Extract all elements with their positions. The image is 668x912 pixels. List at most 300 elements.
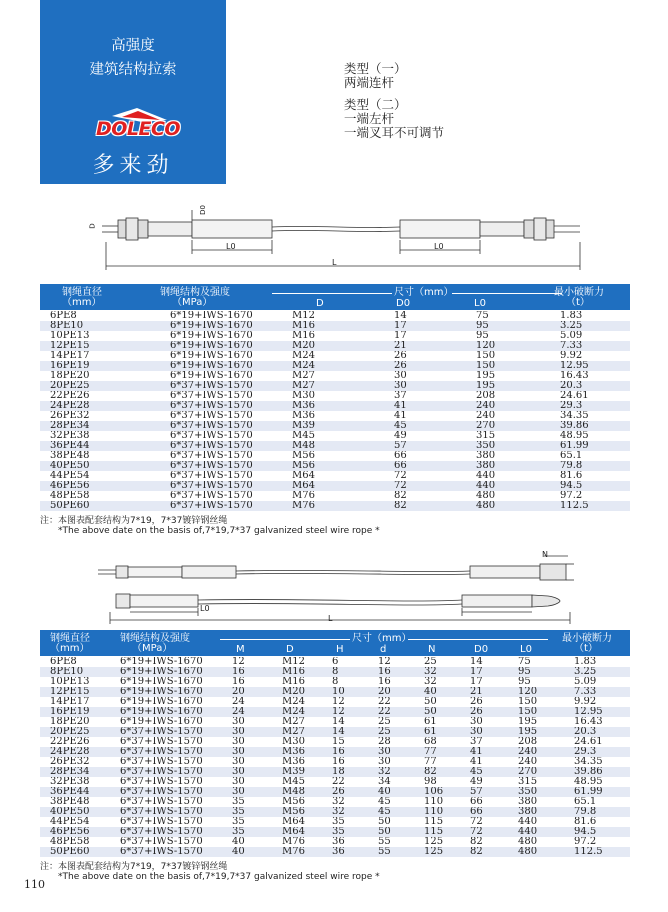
type-descriptions [344, 62, 444, 140]
table-cell: 30 [228, 727, 280, 737]
t2-header-n: N [428, 644, 436, 655]
table-cell: 28PE34 [40, 767, 112, 777]
table-cell: 10PE13 [50, 677, 90, 687]
t2-header-structure-unit: （MPa） [132, 643, 173, 654]
table-cell: 25 [378, 717, 391, 727]
table-cell: M24 [292, 361, 394, 371]
table-cell: 18 [328, 767, 376, 777]
table-cell: 6*19+IWS-1670 [120, 657, 203, 667]
table-cell: 36 [332, 837, 345, 847]
table-cell: 68 [424, 737, 437, 747]
dim-l0-label-2: L0 [200, 604, 210, 613]
table-cell: 110 [420, 807, 468, 817]
table-cell: 6*37+IWS-1570 [170, 391, 253, 401]
table-cell: 49 [470, 777, 483, 787]
table-cell: 12 [328, 707, 376, 717]
table-cell: M24 [292, 351, 315, 361]
diagram-type1 [88, 196, 608, 276]
table-cell: M36 [282, 757, 305, 767]
table-cell: 82 [470, 837, 483, 847]
table-cell: 125 [420, 847, 468, 857]
table-cell: 12.95 [550, 361, 630, 371]
table-row [40, 717, 630, 727]
table-row [40, 501, 630, 511]
table-cell: 195 [518, 717, 538, 727]
table-cell: M20 [280, 687, 328, 697]
table-cell: M16 [292, 331, 315, 341]
table-cell: 350 [514, 787, 568, 797]
table-cell: M24 [282, 697, 305, 707]
table-cell: 315 [476, 431, 496, 441]
table-cell: 17 [470, 677, 483, 687]
table-row [40, 331, 630, 341]
table-cell: 82 [468, 847, 514, 857]
dim-d0-label: D0 [198, 205, 207, 215]
spec-table-1 [40, 311, 630, 511]
table-cell: 380 [518, 797, 538, 807]
title-line-2: 建筑结构拉索 [89, 62, 177, 78]
table-cell: 30 [228, 747, 280, 757]
table-cell: 17 [468, 667, 514, 677]
type2-label: 类型（二） [344, 97, 407, 112]
table-cell: M27 [292, 381, 394, 391]
table-row [40, 491, 630, 501]
table-cell: 16 [376, 667, 420, 677]
table-cell: 380 [476, 451, 496, 461]
table-cell: 240 [514, 747, 568, 757]
table-row [40, 747, 630, 757]
table-cell: 75 [476, 311, 489, 321]
table-cell: 50 [376, 827, 420, 837]
table-cell: 195 [476, 371, 496, 381]
t2-header-d0: D0 [474, 644, 489, 655]
t2-header-d: D [286, 644, 294, 655]
table-cell: 7.33 [550, 341, 630, 351]
table-cell: 95 [476, 331, 489, 341]
table-cell: M45 [292, 431, 315, 441]
table-cell: 72 [470, 817, 483, 827]
table-cell: M64 [292, 471, 315, 481]
table-cell: M56 [282, 797, 305, 807]
table-cell: 6*19+IWS-1670 [170, 311, 253, 321]
table-cell: 30 [376, 747, 420, 757]
table-cell: 6*19+IWS-1670 [170, 331, 253, 341]
table-cell: 480 [518, 837, 538, 847]
table-cell: 61.99 [550, 441, 630, 451]
dim-n-label: N [542, 550, 548, 559]
table-cell: 28 [378, 737, 391, 747]
table-row [40, 737, 630, 747]
table-cell: 95 [518, 677, 531, 687]
table-cell: M76 [292, 501, 394, 511]
table-cell: 6*19+IWS-1670 [140, 321, 292, 331]
table-cell: 45 [394, 421, 476, 431]
table-cell: M36 [292, 401, 394, 411]
table-cell: 40PE50 [40, 461, 140, 471]
table-cell: 45 [376, 807, 420, 817]
t1-header-structure-unit: （MPa） [172, 297, 213, 308]
table-cell: 6*19+IWS-1670 [120, 697, 203, 707]
table-row [40, 421, 630, 431]
table-cell: 6*37+IWS-1570 [140, 381, 292, 391]
table-cell: 37 [394, 391, 407, 401]
table-cell: M27 [282, 717, 305, 727]
dim-l-label: L [332, 258, 337, 267]
table-cell: 6*37+IWS-1570 [170, 491, 253, 501]
table-cell: M76 [292, 491, 315, 501]
table-cell: 6*37+IWS-1570 [112, 827, 228, 837]
table-cell: 39.86 [568, 767, 630, 777]
table-cell: 22PE26 [50, 737, 90, 747]
table-cell: 40PE50 [40, 807, 112, 817]
table-cell: 106 [420, 787, 468, 797]
table-cell: 97.2 [574, 837, 597, 847]
table-cell: 66 [468, 807, 514, 817]
table-cell: 20PE25 [40, 381, 140, 391]
table-cell: 18PE20 [50, 371, 90, 381]
table-cell: M76 [282, 837, 305, 847]
table-row [40, 817, 630, 827]
table-cell: 26 [468, 707, 514, 717]
table-cell: M39 [280, 767, 328, 777]
table-cell: M45 [282, 777, 305, 787]
table-cell: M56 [280, 807, 328, 817]
table-cell: 40 [420, 687, 468, 697]
table-cell: 12 [378, 657, 391, 667]
table-row [40, 441, 630, 451]
t1-header-l0: L0 [474, 298, 486, 309]
table-cell: 35 [232, 817, 245, 827]
page-number: 110 [24, 878, 45, 891]
table-cell: 112.5 [550, 501, 630, 511]
table-cell: 36PE44 [40, 787, 112, 797]
table-cell: 6*37+IWS-1570 [170, 431, 253, 441]
t1-header-diameter: 钢绳直径 [62, 287, 102, 298]
table-cell: 41 [394, 401, 476, 411]
table-row [40, 321, 630, 331]
table-cell: 38PE48 [50, 797, 90, 807]
t1-header-breaking-unit: （t） [566, 297, 590, 308]
table-cell: 45 [378, 797, 391, 807]
table-cell: 21 [468, 687, 514, 697]
table-cell: 16PE19 [40, 361, 140, 371]
table-cell: M30 [292, 391, 315, 401]
table-row [40, 767, 630, 777]
brand-chinese-name: 多来劲 [92, 153, 174, 178]
type1-desc: 两端连杆 [344, 75, 395, 90]
table-cell: M48 [280, 787, 328, 797]
table-cell: M20 [292, 341, 394, 351]
table-cell: M76 [280, 847, 328, 857]
table-row [40, 757, 630, 767]
table-cell: 6*19+IWS-1670 [112, 707, 228, 717]
table-cell: 24PE28 [40, 747, 112, 757]
table-cell: 57 [468, 787, 514, 797]
table-cell: 77 [424, 757, 437, 767]
table-cell: M12 [282, 657, 305, 667]
table-cell: 480 [514, 847, 568, 857]
table-cell: 46PE56 [40, 827, 112, 837]
table-cell: M56 [292, 451, 315, 461]
table-cell: 6*37+IWS-1570 [140, 461, 292, 471]
table-cell: 32 [420, 667, 468, 677]
table-cell: 26 [394, 351, 407, 361]
table-cell: 440 [476, 481, 550, 491]
t1-header-breaking: 最小破断力 [554, 287, 604, 298]
table-cell: 17 [394, 321, 476, 331]
t2-header-structure: 钢绳结构及强度 [120, 633, 190, 644]
t1-header-d: D [316, 298, 324, 309]
table-cell: 40 [232, 837, 245, 847]
doleco-logo [82, 108, 192, 152]
table-row [40, 471, 630, 481]
table-cell: 35 [232, 797, 245, 807]
table-cell: 82 [394, 501, 476, 511]
table-cell: 30 [232, 717, 245, 727]
table-cell: 9.92 [560, 351, 583, 361]
t2-header-d-small: d [380, 644, 387, 655]
table-cell: 50 [378, 817, 391, 827]
table-cell: M30 [282, 737, 305, 747]
table-row [40, 481, 630, 491]
t2-header-breaking-unit: （t） [574, 643, 598, 654]
table-cell: 22PE26 [50, 391, 90, 401]
table-cell: 350 [476, 441, 550, 451]
table-cell: 112.5 [568, 847, 630, 857]
table-cell: 81.6 [560, 471, 583, 481]
table-cell: 44PE54 [50, 817, 90, 827]
table-cell: 5.09 [560, 331, 583, 341]
table-cell: 34 [378, 777, 391, 787]
table-row [40, 401, 630, 411]
table-cell: 61.99 [568, 787, 630, 797]
table-row [40, 687, 630, 697]
table-cell: 16.43 [574, 717, 603, 727]
t1-header-size-group: 尺寸（mm） [394, 287, 454, 298]
table-cell: 30 [228, 787, 280, 797]
table-cell: 16PE19 [40, 707, 112, 717]
title-line-1: 高强度 [111, 38, 155, 54]
table-cell: 32 [376, 767, 420, 777]
t2-header-diameter-unit: （mm） [50, 643, 90, 654]
table-row [40, 777, 630, 787]
table-cell: 95 [514, 667, 568, 677]
t2-header-l0: L0 [520, 644, 532, 655]
table-cell: 48PE58 [50, 491, 90, 501]
table-cell: 208 [518, 737, 538, 747]
table-cell: 12 [332, 697, 345, 707]
table-cell: 15 [332, 737, 345, 747]
table-cell: 6*37+IWS-1570 [140, 501, 292, 511]
table-cell: 6*37+IWS-1570 [112, 787, 228, 797]
table-cell: 195 [476, 381, 550, 391]
dim-l0-left-label: L0 [226, 242, 236, 251]
table-cell: 65.1 [574, 797, 597, 807]
table-cell: 240 [518, 757, 538, 767]
table-cell: 55 [376, 847, 420, 857]
table-cell: 79.8 [568, 807, 630, 817]
t1-header-structure: 钢绳结构及强度 [160, 287, 230, 298]
table-cell: 6*37+IWS-1570 [170, 411, 253, 421]
table-cell: 72 [468, 827, 514, 837]
table-row [40, 431, 630, 441]
table1-header [40, 284, 630, 310]
table-cell: M48 [292, 441, 394, 451]
table-cell: 50PE60 [40, 501, 140, 511]
table-cell: 6*37+IWS-1570 [140, 481, 292, 491]
spec-table-2 [40, 657, 630, 857]
table-cell: 28PE34 [40, 421, 140, 431]
t2-header-h: H [336, 644, 344, 655]
t2-header-diameter: 钢绳直径 [50, 633, 90, 644]
table-cell: 94.5 [568, 827, 630, 837]
table-cell: M16 [292, 321, 394, 331]
table-cell: 6*37+IWS-1570 [170, 451, 253, 461]
table-cell: 30 [394, 371, 407, 381]
table-cell: 25 [424, 657, 437, 667]
table-cell: 6*19+IWS-1670 [120, 717, 203, 727]
table-cell: 40 [228, 847, 280, 857]
table-cell: 30 [468, 727, 514, 737]
table-cell: 315 [518, 777, 538, 787]
table-cell: 32PE38 [50, 777, 90, 787]
table-cell: 20.3 [568, 727, 630, 737]
table-cell: 16 [228, 667, 280, 677]
table-cell: 6*37+IWS-1570 [112, 807, 228, 817]
table-cell: 240 [476, 411, 496, 421]
table-cell: M56 [292, 461, 394, 471]
table-cell: 66 [394, 451, 407, 461]
table-cell: 22 [332, 777, 345, 787]
table-cell: 150 [476, 361, 550, 371]
table-cell: 6*19+IWS-1670 [170, 371, 253, 381]
table-cell: 8 [328, 667, 376, 677]
dim-d-label: D [88, 223, 97, 229]
table-cell: 48.95 [560, 431, 589, 441]
table-cell: 38PE48 [50, 451, 90, 461]
table-cell: 6*19+IWS-1670 [120, 677, 203, 687]
table-cell: 50 [424, 697, 437, 707]
table-cell: 6*19+IWS-1670 [170, 351, 253, 361]
table-cell: 35 [228, 827, 280, 837]
t2-header-size-group: 尺寸（mm） [352, 633, 412, 644]
table-cell: 81.6 [574, 817, 597, 827]
table1-note-cn: 注：本图表配套结构为7*19，7*37镀锌钢丝绳 [40, 516, 228, 526]
table-cell: 94.5 [550, 481, 630, 491]
t2-header-m: M [236, 644, 245, 655]
table-row [40, 311, 630, 321]
table-row [40, 677, 630, 687]
table-cell: 480 [476, 491, 496, 501]
table-cell: 50 [420, 707, 468, 717]
table-cell: 380 [514, 807, 568, 817]
table-cell: 16 [328, 747, 376, 757]
table-cell: 36 [328, 847, 376, 857]
table-cell: 12PE15 [40, 687, 112, 697]
table-cell: 75 [518, 657, 531, 667]
table-row [40, 707, 630, 717]
table-cell: 24 [232, 697, 245, 707]
table-cell: 208 [476, 391, 496, 401]
table-cell: 440 [514, 827, 568, 837]
table-cell: 34.35 [560, 411, 589, 421]
table-cell: 6*19+IWS-1670 [112, 687, 228, 697]
table-row [40, 351, 630, 361]
table-cell: 6*37+IWS-1570 [120, 797, 203, 807]
table-cell: 30 [232, 737, 245, 747]
table-cell: M12 [292, 311, 315, 321]
table-cell: 29.3 [568, 747, 630, 757]
t1-header-d0: D0 [396, 298, 411, 309]
table-row [40, 381, 630, 391]
table2-note-cn: 注：本图表配套结构为7*19，7*37镀锌钢丝绳 [40, 862, 228, 872]
table-row [40, 837, 630, 847]
table-row [40, 847, 630, 857]
table-row [40, 827, 630, 837]
table-cell: 95 [476, 321, 550, 331]
table-cell: 24PE28 [40, 401, 140, 411]
type1-label: 类型（一） [344, 61, 407, 76]
table-cell: 6*37+IWS-1570 [120, 757, 203, 767]
table-cell: 44PE54 [50, 471, 90, 481]
table-cell: 12.95 [568, 707, 630, 717]
table-row [40, 807, 630, 817]
table-cell: 41 [470, 757, 483, 767]
table-cell: 17 [394, 331, 407, 341]
table-cell: 50PE60 [40, 847, 112, 857]
table-cell: 41 [468, 747, 514, 757]
t2-header-breaking: 最小破断力 [562, 633, 612, 644]
dim-l0-right-label: L0 [434, 242, 444, 251]
table-cell: 79.8 [550, 461, 630, 471]
table-cell: 82 [420, 767, 468, 777]
table-cell: 30 [232, 757, 245, 767]
table-cell: 380 [476, 461, 550, 471]
table-cell: 6*19+IWS-1670 [140, 361, 292, 371]
table-cell: 26 [394, 361, 476, 371]
table-cell: 26PE32 [50, 757, 90, 767]
table-cell: 240 [476, 401, 550, 411]
table-cell: 115 [420, 827, 468, 837]
table-cell: 24.61 [574, 737, 603, 747]
table-cell: 16 [332, 757, 345, 767]
table-cell: 7.33 [568, 687, 630, 697]
table-cell: 6*37+IWS-1570 [120, 737, 203, 747]
table-cell: 6*37+IWS-1570 [120, 777, 203, 787]
table-row [40, 391, 630, 401]
table-cell: 3.25 [568, 667, 630, 677]
table-cell: 48PE58 [50, 837, 90, 847]
table-row [40, 461, 630, 471]
table-cell: 24 [228, 707, 280, 717]
table-cell: 41 [394, 411, 407, 421]
table-cell: M64 [282, 817, 305, 827]
table-cell: 150 [476, 351, 496, 361]
table-cell: 1.83 [560, 311, 583, 321]
table-cell: 34.35 [574, 757, 603, 767]
table-row [40, 727, 630, 737]
table-cell: M16 [280, 667, 328, 677]
table-cell: 14 [394, 311, 407, 321]
table-cell: 16.43 [560, 371, 589, 381]
table-cell: 30 [470, 717, 483, 727]
table1-note-en: *The above date on the basis of,7*19,7*37 galvanized steel wire rope * [58, 526, 380, 536]
table-cell: M16 [282, 677, 305, 687]
table-cell: 72 [394, 471, 407, 481]
brand-banner [40, 0, 226, 184]
table-cell: 3.25 [550, 321, 630, 331]
table-cell: 29.3 [550, 401, 630, 411]
